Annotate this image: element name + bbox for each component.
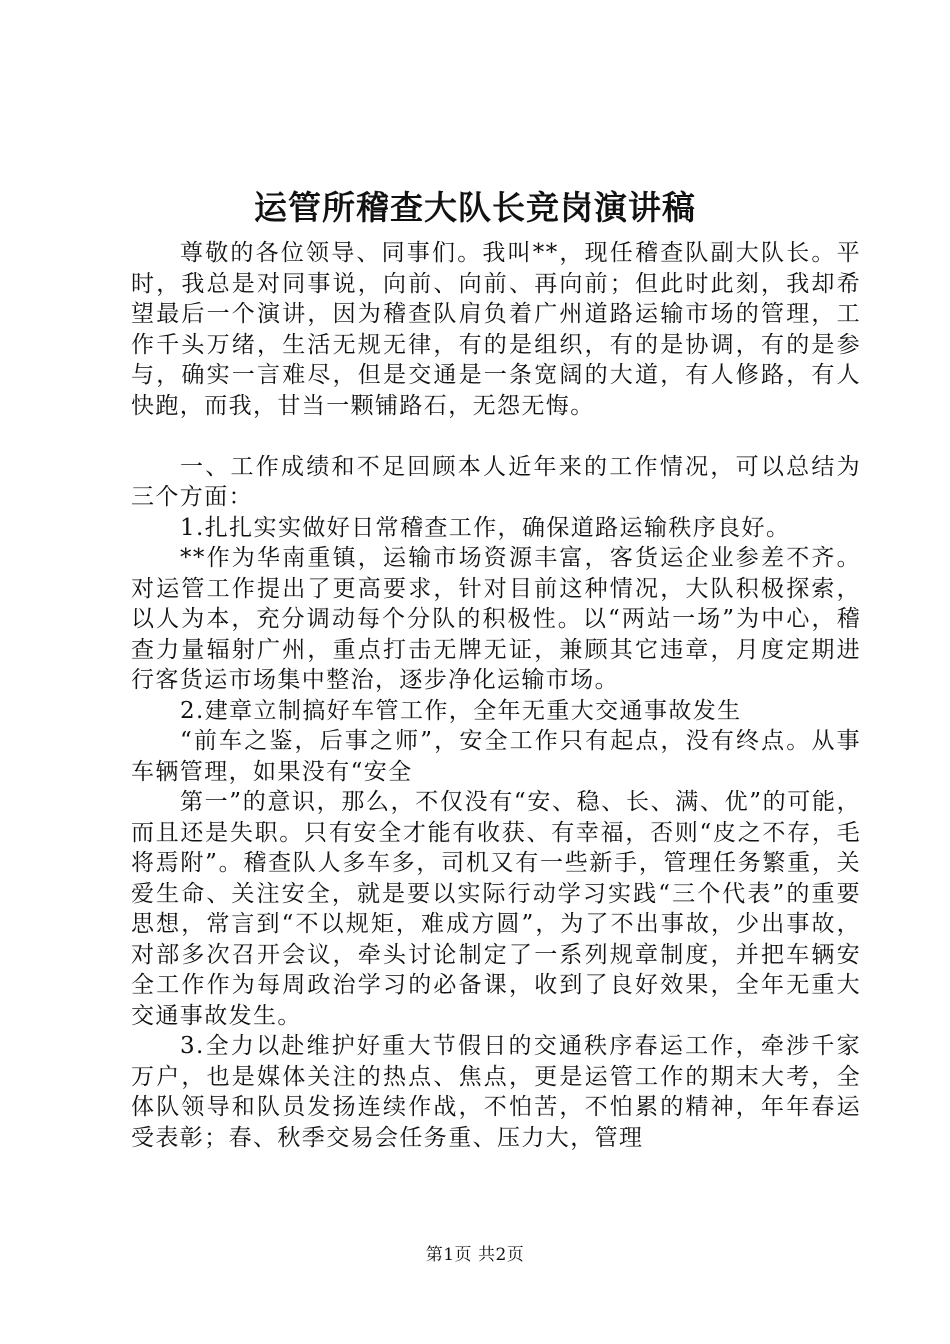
paragraph-section-heading: 一、工作成绩和不足回顾本人近年来的工作情况，可以总结为三个方面： [131, 453, 861, 510]
document-title: 运管所稽查大队长竞岗演讲稿 [254, 188, 696, 227]
paragraph-item-1-body: **作为华南重镇，运输市场资源丰富，客货运企业参差不齐。对运管工作提出了更高要求，针对目前这种情况，大队积极探索，以人为本，充分调动每个分队的积极性。以“两站一场”为中心，稽查力量辐射广州，重点打击无牌无证，兼顾其它违章，月度定期进行客货运市场集中整治，逐步净化运输市场。 [131, 545, 861, 693]
paragraph-item-2-body-a: “前车之鉴，后事之师”，安全工作只有起点，没有终点。从事车辆管理，如果没有“安全 [131, 728, 861, 785]
page-number-footer: 第1页 共2页 [425, 1245, 525, 1265]
paragraph-spacer [131, 421, 861, 452]
paragraph-greeting: 尊敬的各位领导、同事们。我叫**，现任稽查队副大队长。平时，我总是对同事说，向前、向前、再向前；但此时此刻，我却希望最后一个演讲，因为稽查队肩负着广州道路运输市场的管理，工作千头万绪，生活无规无律，有的是组织，有的是协调，有的是参与，确实一言难尽，但是交通是一条宽阔的大道，有人修路，有人快跑，而我，甘当一颗铺路石，无怨无悔。 [131, 240, 861, 419]
document-body [131, 238, 861, 1153]
paragraph-item-1-heading: 1.扎扎实实做好日常稽查工作，确保道路运输秩序良好。 [180, 514, 791, 541]
paragraph-item-2-body-b: 第一”的意识，那么，不仅没有“安、稳、长、满、优”的可能，而且还是失职。只有安全才能有收获、有幸福，否则“皮之不存，毛将焉附”。稽查队人多车多，司机又有一些新手，管理任务繁重，关爱生命、关注安全，就是要以实际行动学习实践“三个代表”的重要思想，常言到“不以规矩，难成方圆”，为了不出事故，少出事故，对部多次召开会议，牵头讨论制定了一系列规章制度，并把车辆安全工作作为每周政治学习的必备课，收到了良好效果，全年无重大交通事故发生。 [131, 789, 861, 1029]
paragraph-item-2-heading: 2.建章立制搞好车管工作，全年无重大交通事故发生 [180, 697, 742, 724]
paragraph-item-3: 3.全力以赴维护好重大节假日的交通秩序春运工作，牵涉千家万户，也是媒体关注的热点、焦点，更是运管工作的期末大考，全体队领导和队员发扬连续作战，不怕苦，不怕累的精神，年年春运受表彰；春、秋季交易会任务重、压力大，管理 [131, 1033, 861, 1151]
